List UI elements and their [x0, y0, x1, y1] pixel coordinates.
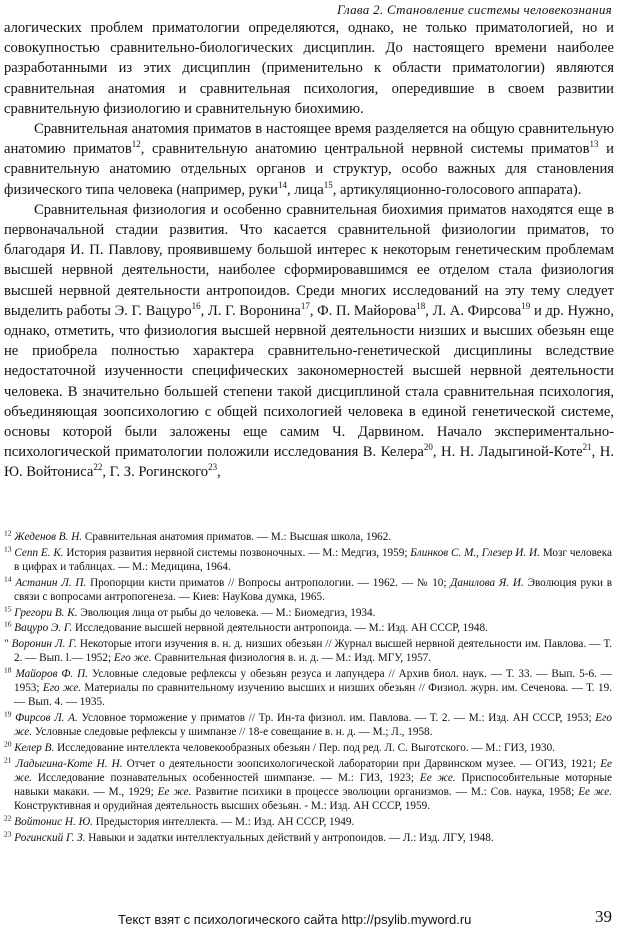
footnotes-list	[4, 530, 612, 846]
footnote-number: 15	[4, 603, 12, 613]
footnote-text: Пропорции кисти приматов // Вопросы антропологии. — 1962. — № 10;	[86, 576, 451, 589]
footnote-ref[interactable]: 19	[521, 300, 531, 311]
footnote-author: Грегори В. К.	[14, 606, 78, 619]
text-run: , Г. З. Рогинского	[102, 464, 209, 481]
footnote-ref[interactable]: 16	[191, 300, 201, 311]
footnote-ref[interactable]: 23	[208, 462, 218, 473]
footnote-author: Фирсов Л. А.	[15, 711, 78, 724]
footnote-text: Развитие психики в процессе эволюции организмов. — М.: Сов. наука, 1958;	[191, 785, 579, 798]
footnote-number: 20	[4, 739, 12, 749]
footnote	[4, 543, 613, 574]
footnote-text: Некоторые итоги изучения в. н. д. низших обезьян // Журнал высшей нервной деятельности им. Павлова. — Т. 2. — Вып. l.— 1952;	[14, 637, 612, 665]
text-run: , Н. Ю. Войтониса	[4, 444, 614, 481]
text-run: , артикуляционно-голосового аппарата).	[332, 181, 582, 198]
footnote	[4, 711, 612, 739]
footnote-text: Отчет о деятельности зоопсихологической лаборатории при Дарвинском музее. — ОГИЗ, 1921;	[122, 757, 601, 770]
footnote	[4, 530, 612, 544]
text-run: , Ф. П. Майорова	[309, 302, 417, 319]
footnote-author: Рогинский Г. З.	[14, 831, 86, 844]
text-run: Сравнительная анатомия приматов в настоящее время разделяется на общую сравнительную анатомию приматов	[4, 121, 614, 158]
footnote-author: Жеденов В. Н.	[14, 531, 83, 543]
footnote	[4, 573, 613, 604]
footnote-ref[interactable]: 18	[416, 300, 426, 311]
footnote-author: Келер В.	[14, 741, 55, 754]
footnote-number: 12	[4, 528, 12, 538]
footnote-ref[interactable]: 15	[323, 179, 333, 190]
footnote-author: Его же.	[14, 711, 613, 739]
footnote-author: Его же.	[42, 682, 82, 695]
text-run: , Л. Г. Воронина	[200, 302, 301, 319]
source-line: Текст взят с психологического сайта http://psylib.myword.ru	[118, 912, 472, 927]
footnote-author: Войтонис Н. Ю.	[14, 815, 93, 828]
footnote-ref[interactable]: 17	[300, 300, 310, 311]
footnote-ref[interactable]: 21	[582, 442, 592, 453]
paragraph-2	[4, 119, 614, 200]
footnote-text: Материалы по сравнительному изучению высших и низших обезьян // Физиол. журн. им. Сеченова. — Т. 19. — Вып. 4. — 1935.	[14, 682, 612, 709]
footnote-ref[interactable]: 12	[131, 139, 141, 150]
text-run: ,	[217, 464, 221, 481]
footnote-author: Воронин Л. Г.	[11, 637, 77, 650]
footnote	[4, 637, 612, 665]
footnote-number: 22	[4, 813, 12, 823]
footnote	[4, 828, 612, 845]
footnote-text: Исследование высшей нервной деятельности антропоида. — М.: Изд. АН СССР, 1948.	[72, 622, 488, 635]
footnote-text: Навыки и задатки интеллектуальных действий у антропоидов. — Л.: Изд. ЛГУ, 1948.	[85, 831, 494, 844]
footnote-author: Астанин Л. П.	[15, 576, 87, 589]
footnote-number: "	[4, 637, 9, 650]
text-run: Сравнительная физиология и особенно сравнительная биохимия приматов находятся еще в первоначальной стадии развития. Что касается сравнительной физиологии приматов, то благодаря И. П. Павлову, проявившему большой интерес к некоторым генетическим проблемам высшей нервной деятельности, наиболее сформировавшимся ее отделом стала физиология высшей нервной деятельности антропоидов. Среди многих исследований на эту тему следует выделить работы Э. Г. Вацуро	[4, 201, 614, 319]
footnote-author: Блинков С. М., Глезер И. И.	[410, 546, 540, 559]
footnote-text: Условные следовые рефлексы у шимпанзе // 18-е совещание в. н. д. — М.; Л., 1958.	[32, 726, 433, 739]
footnote-author: Ее же.	[157, 785, 192, 798]
footnote-number: 19	[4, 709, 12, 719]
footnote-author: Майоров Ф. П.	[15, 667, 89, 680]
footnote-text: Исследование познавательных особенностей шимпанзе. — М.: ГИЗ, 1923;	[32, 771, 420, 784]
footnote-author: Его же.	[113, 652, 152, 665]
footnote-author: Вацуро Э. Г.	[14, 622, 73, 635]
paragraph-1: алогических проблем приматологии определяются, однако, не только приматологией, но и совокупностью сравнительно-биологических дисциплин. До настоящего времени наиболее разработанными из этих дисциплин (применительно к области приматологии) являются сравнительная анатомия и сравнительная психология, опередившие в своем развитии сравнительную физиологию и сравнительную биохимию.	[4, 20, 614, 117]
footnote	[4, 741, 612, 755]
footnote	[4, 754, 612, 814]
text-run: и др. Нужно, однако, отметить, что физиология высшей нервной деятельности низших и высших обезьян еще не приобрела полностью характера сравнительно-генетической дисциплины вследствие недостаточной изученности специфических закономерностей высшей нервной деятельности человека. В значительно большей степени такой дисциплиной стала сравнительная психология, объединяющая зоопсихологию с общей психологией человека в единой генетической системе, основы которой были заложены еще самим Ч. Дарвином. Начало экспериментально-психологической приматологии положили исследования В. Келера	[4, 302, 614, 461]
text-run: , лица	[287, 181, 324, 198]
footnote-text: Сравнительная анатомия приматов. — М.: Высшая школа, 1962.	[82, 531, 392, 543]
footnote-text: Сравнительная физиология в. и. д. — М.: Изд. МГУ, 1957.	[151, 652, 432, 665]
footnote-ref[interactable]: 13	[589, 139, 599, 150]
text-run: , Н. Н. Ладыгиной-Коте	[432, 444, 583, 461]
footnote	[4, 603, 612, 620]
footnote-number: 18	[4, 665, 12, 675]
footnote-author: Ладыгина-Коте Н. Н.	[15, 757, 123, 770]
text-run: и сравнительную анатомию отдельных органов и структур, особо важных для становления физического типа человека (например, руки	[4, 141, 614, 198]
footnote	[4, 815, 612, 829]
footnote-text: Мозг человека в цифрах и таблицах. — М.: Медицина, 1964.	[14, 546, 613, 573]
footnote-text: Эволюция руки в связи с вопросами антропогенеза. — Киев: НауКова думка, 1965.	[14, 576, 613, 603]
footnote	[4, 621, 612, 635]
footnote-text: Условные следовые рефлексы у обезьян резуса и лапундера // Архив биол. наук. — Т. 33. — Вып. 5-6. — 1953;	[14, 667, 612, 695]
footnote-text: Приспособительные моторные навыки макаки. — М., 1929;	[14, 771, 612, 798]
footnote-ref[interactable]: 14	[278, 179, 287, 190]
running-head: Глава 2. Становление системы человекознания	[336, 2, 612, 17]
footnote-author: Ее же.	[14, 757, 612, 784]
page-number: 39	[595, 907, 612, 926]
footnote-ref[interactable]: 22	[93, 462, 103, 473]
footnote-text: Условное торможение у приматов // Тр. Ин-та физиол. им. Павлова. — Т. 2. — М.: Изд. АН СССР, 1953;	[77, 711, 596, 724]
footnote-text: Исследование интеллекта человекообразных обезьян / Пер. под ред. Л. С. Выготского. — М.: ГИЗ, 1930.	[54, 741, 555, 754]
footnote	[4, 667, 612, 710]
footnote-text: История развития нервной системы позвоночных. — М.: Медгиз, 1959;	[63, 546, 411, 559]
footnote-number: 21	[4, 754, 12, 764]
text-run: , Л. А. Фирсова	[425, 302, 522, 319]
footnote-number: 14	[4, 573, 12, 583]
footnote-author: Данилова Я. И.	[450, 576, 524, 589]
footnote-author: Ее же.	[578, 785, 612, 798]
footnote-number: 23	[4, 828, 12, 838]
footnote-number: 13	[4, 543, 12, 553]
text-run: , сравнительную анатомию центральной нервной системы приматов	[140, 141, 590, 158]
body-text	[4, 18, 614, 483]
paragraph-3	[4, 200, 614, 483]
footnote-text: Предыстория интеллекта. — М.: Изд. АН СССР, 1949.	[92, 815, 355, 828]
footnote-author: Сепп Е. К.	[14, 546, 64, 559]
footnote-text: Эволюция лица от рыбы до человека. — М.: Биомедгиз, 1934.	[77, 606, 376, 619]
footnote-ref[interactable]: 20	[423, 442, 433, 453]
footnote-text: Конструктивная и орудийная деятельность высших обезьян. - М.: Изд. АН СССР, 1959.	[14, 800, 431, 813]
footnote-author: Ее же.	[419, 771, 456, 784]
footnote-number: 16	[4, 619, 12, 629]
